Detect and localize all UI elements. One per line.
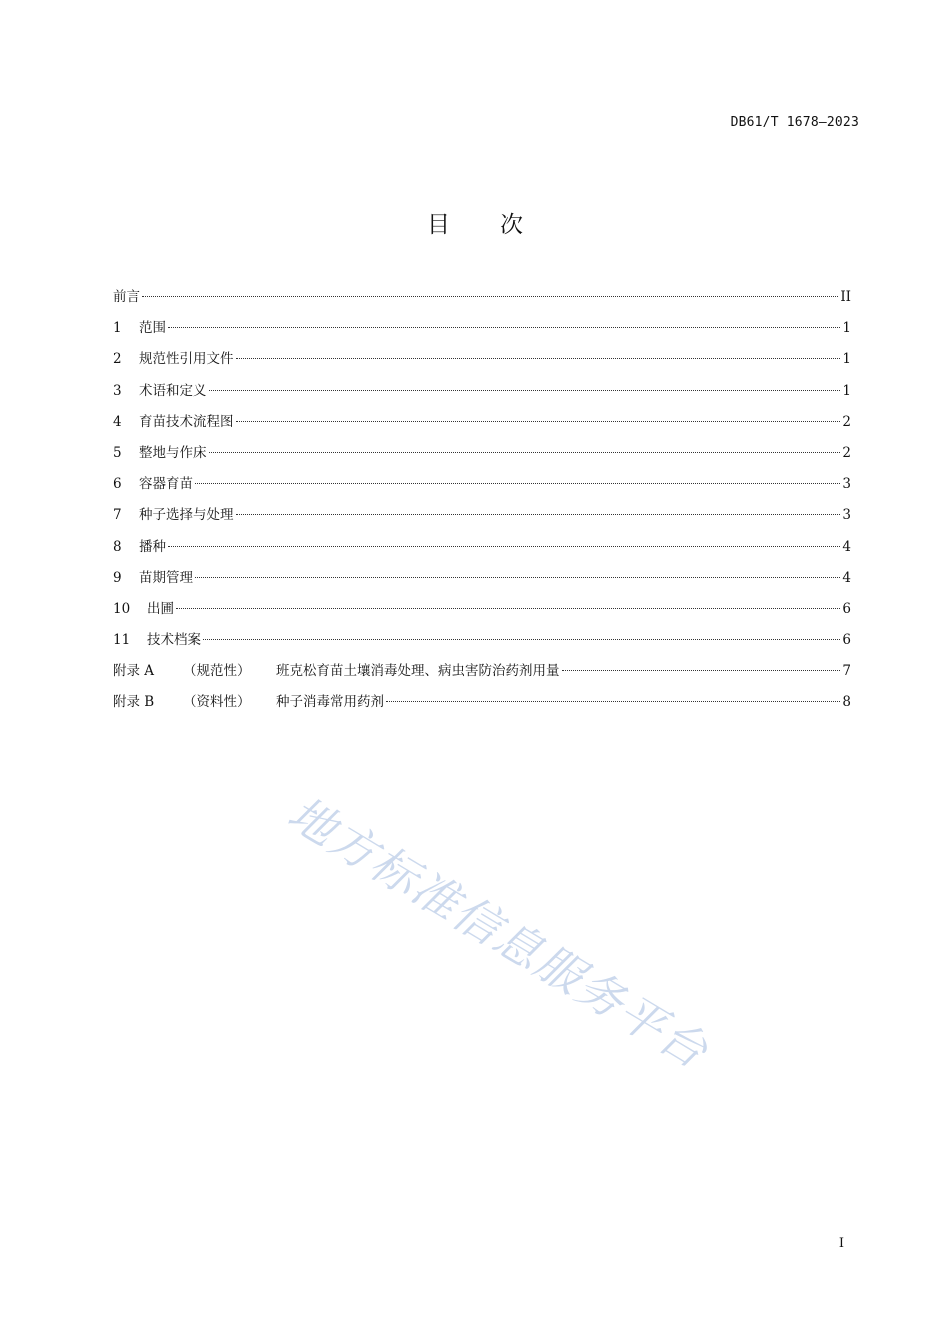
toc-entry-appendix-b[interactable] [113,692,851,723]
toc-entry-page: 4 [842,569,851,586]
toc-entry-number: 2 [113,351,122,368]
standard-code: DB61/T 1678—2023 [730,115,859,130]
toc-entry-label: 范围 [139,320,166,337]
toc-entry-label: 苗期管理 [139,569,193,586]
toc-entry-7[interactable] [113,505,851,536]
toc-entry-number: 3 [113,382,122,399]
toc-entry-page: II [840,289,851,305]
toc-entry-6[interactable] [113,474,851,505]
appendix-title: 种子消毒常用药剂 [276,694,384,711]
toc-entry-3[interactable] [113,381,851,412]
appendix-type: （资料性） [183,694,251,711]
toc-leader-dots [236,512,841,515]
toc-entry-label: 术语和定义 [139,382,207,399]
toc-entry-label: 技术档案 [147,632,201,649]
toc-entry-2[interactable] [113,349,851,380]
appendix-label: 附录 A [113,663,155,680]
toc-entry-page: 6 [842,632,851,649]
toc-leader-dots [236,419,841,422]
toc-leader-dots [168,325,840,328]
toc-entry-1[interactable] [113,318,851,349]
toc-entry-label: 规范性引用文件 [139,351,234,368]
toc-entry-5[interactable] [113,443,851,474]
toc-entry-label: 种子选择与处理 [139,507,234,524]
toc-leader-dots [142,294,838,297]
toc-entry-10[interactable] [113,599,851,630]
toc-leader-dots [386,699,840,702]
toc-entry-page: 2 [842,413,851,430]
toc-entry-page: 4 [842,538,851,555]
toc-entry-appendix-a[interactable] [113,661,851,692]
toc-entry-page: 1 [842,351,851,368]
appendix-type: （规范性） [183,663,251,680]
toc-entry-number: 7 [113,507,122,524]
toc-entry-page: 1 [842,320,851,337]
toc-leader-dots [562,668,841,671]
toc-leader-dots [209,450,841,453]
toc-leader-dots [209,388,841,391]
watermark: 地方标准信息服务平台 [278,785,719,1080]
toc-entry-page: 7 [842,663,851,680]
page-title [0,206,950,239]
toc-entry-page: 8 [842,694,851,711]
toc-entry-label: 整地与作床 [139,444,207,461]
toc-entry-foreword[interactable] [113,287,851,318]
toc-entry-number: 11 [113,632,131,649]
toc-entry-label: 播种 [139,538,166,555]
appendix-title: 班克松育苗土壤消毒处理、病虫害防治药剂用量 [276,663,560,680]
page-title-char-1: 目 [427,212,450,238]
toc-leader-dots [203,637,840,640]
toc-entry-label: 容器育苗 [139,476,193,493]
toc-leader-dots [195,481,840,484]
toc-leader-dots [195,575,840,578]
toc-entry-number: 8 [113,538,122,555]
toc-entry-label: 前言 [113,289,140,305]
toc-entry-number: 5 [113,444,122,461]
page-title-char-2: 次 [500,212,523,238]
toc-entry-page: 3 [842,476,851,493]
toc-entry-page: 3 [842,507,851,524]
appendix-label: 附录 B [113,694,155,711]
toc-entry-9[interactable] [113,568,851,599]
toc-entry-label: 出圃 [147,600,174,617]
toc-entry-label: 育苗技术流程图 [139,413,234,430]
toc-entry-page: 2 [842,444,851,461]
toc-leader-dots [168,544,840,547]
toc-entry-page: 6 [842,600,851,617]
toc-leader-dots [176,606,840,609]
toc-entry-number: 6 [113,476,122,493]
toc-leader-dots [236,356,841,359]
toc-entry-number: 10 [113,600,131,617]
toc-entry-number: 1 [113,320,122,337]
toc-entry-4[interactable] [113,412,851,443]
toc-entry-8[interactable] [113,537,851,568]
toc-entry-11[interactable] [113,630,851,661]
toc-entry-page: 1 [842,382,851,399]
table-of-contents [113,287,851,724]
toc-entry-number: 9 [113,569,122,586]
page-number: I [838,1236,844,1251]
toc-entry-number: 4 [113,413,122,430]
